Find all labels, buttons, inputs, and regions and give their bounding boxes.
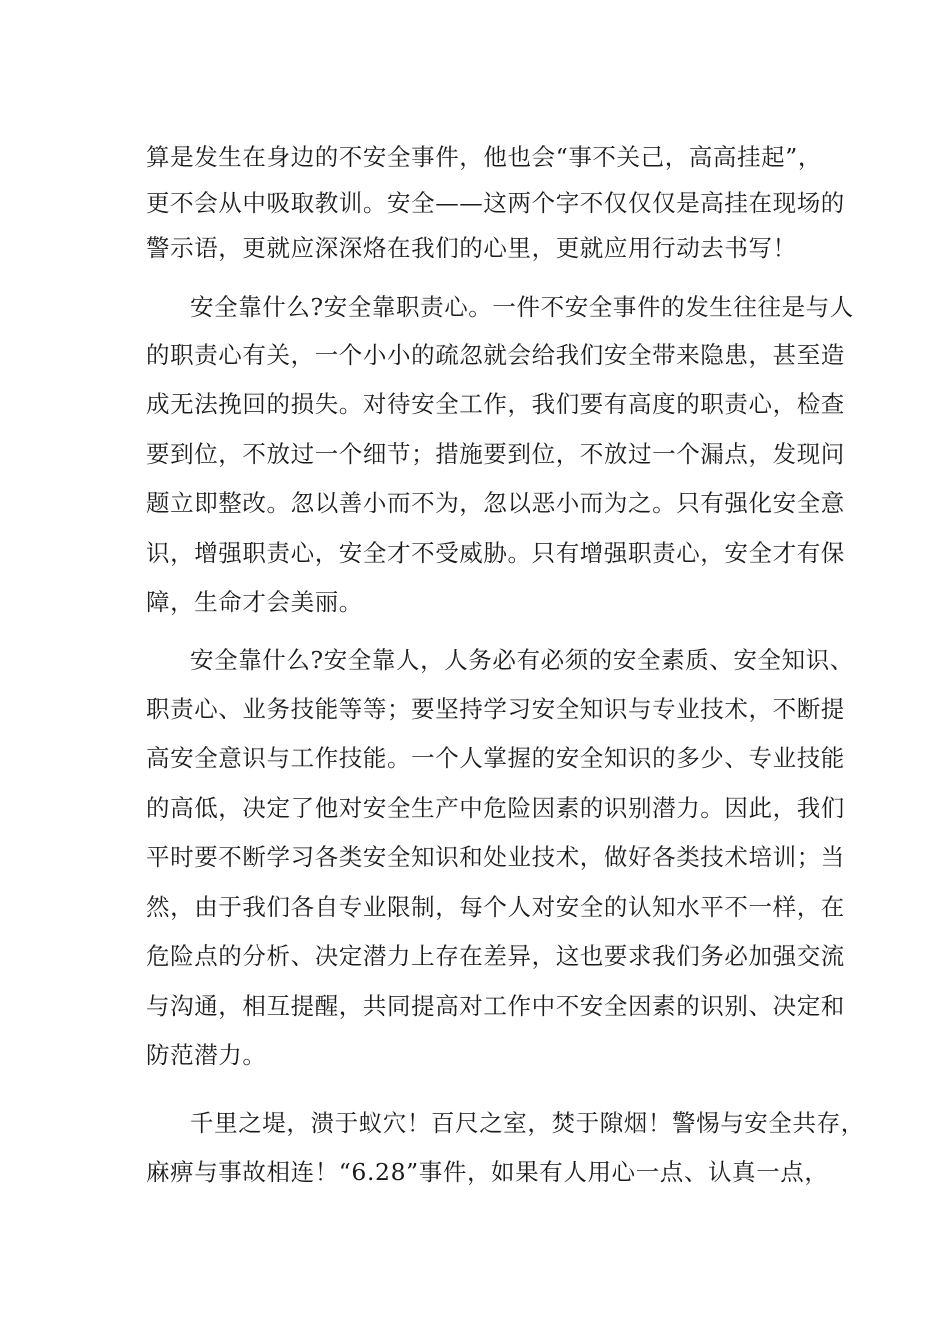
- text-line: 防范潜力。: [146, 1041, 267, 1069]
- paragraph-first-line: 安全靠什么?安全靠职责心。一件不安全事件的发生往往是与人: [190, 293, 854, 321]
- text-line: 成无法挽回的损失。对待安全工作，我们要有高度的职责心，检查: [146, 390, 845, 418]
- text-line: 算是发生在身边的不安全事件，他也会“事不关己，高高挂起”，: [146, 143, 822, 171]
- text-line: 然，由于我们各自专业限制，每个人对安全的认知水平不一样，在: [146, 893, 845, 921]
- text-line: 的高低，决定了他对安全生产中危险因素的识别潜力。因此，我们: [146, 794, 845, 822]
- paragraph-first-line: 千里之堤，溃于蚁穴！百尺之室，焚于隙烟！警惕与安全共存，: [190, 1109, 865, 1137]
- text-line: 警示语，更就应深深烙在我们的心里，更就应用行动去书写！: [146, 234, 797, 262]
- text-line: 高安全意识与工作技能。一个人掌握的安全知识的多少、专业技能: [146, 744, 845, 772]
- text-line: 要到位，不放过一个细节；措施要到位，不放过一个漏点，发现问: [146, 440, 845, 468]
- text-line: 平时要不断学习各类安全知识和处业技术，做好各类技术培训；当: [146, 843, 845, 871]
- text-line: 与沟通，相互提醒，共同提高对工作中不安全因素的识别、决定和: [146, 992, 845, 1020]
- text-line: 题立即整改。忽以善小而不为，忽以恶小而为之。只有强化安全意: [146, 489, 845, 517]
- text-line: 更不会从中吸取教训。安全——这两个字不仅仅仅是高挂在现场的: [146, 189, 845, 217]
- text-line: 障，生命才会美丽。: [146, 588, 363, 616]
- text-line: 的职责心有关，一个小小的疏忽就会给我们安全带来隐患，甚至造: [146, 341, 845, 369]
- text-line: 识，增强职责心，安全才不受威胁。只有增强职责心，安全才有保: [146, 539, 845, 567]
- text-line: 职责心、业务技能等等；要坚持学习安全知识与专业技术，不断提: [146, 695, 845, 723]
- text-line: 危险点的分析、决定潜力上存在差异，这也要求我们务必加强交流: [146, 942, 845, 970]
- paragraph-first-line: 安全靠什么?安全靠人，人务必有必须的安全素质、安全知识、: [190, 646, 854, 674]
- text-line: 麻痹与事故相连！“6.28”事件，如果有人用心一点、认真一点，: [146, 1158, 829, 1186]
